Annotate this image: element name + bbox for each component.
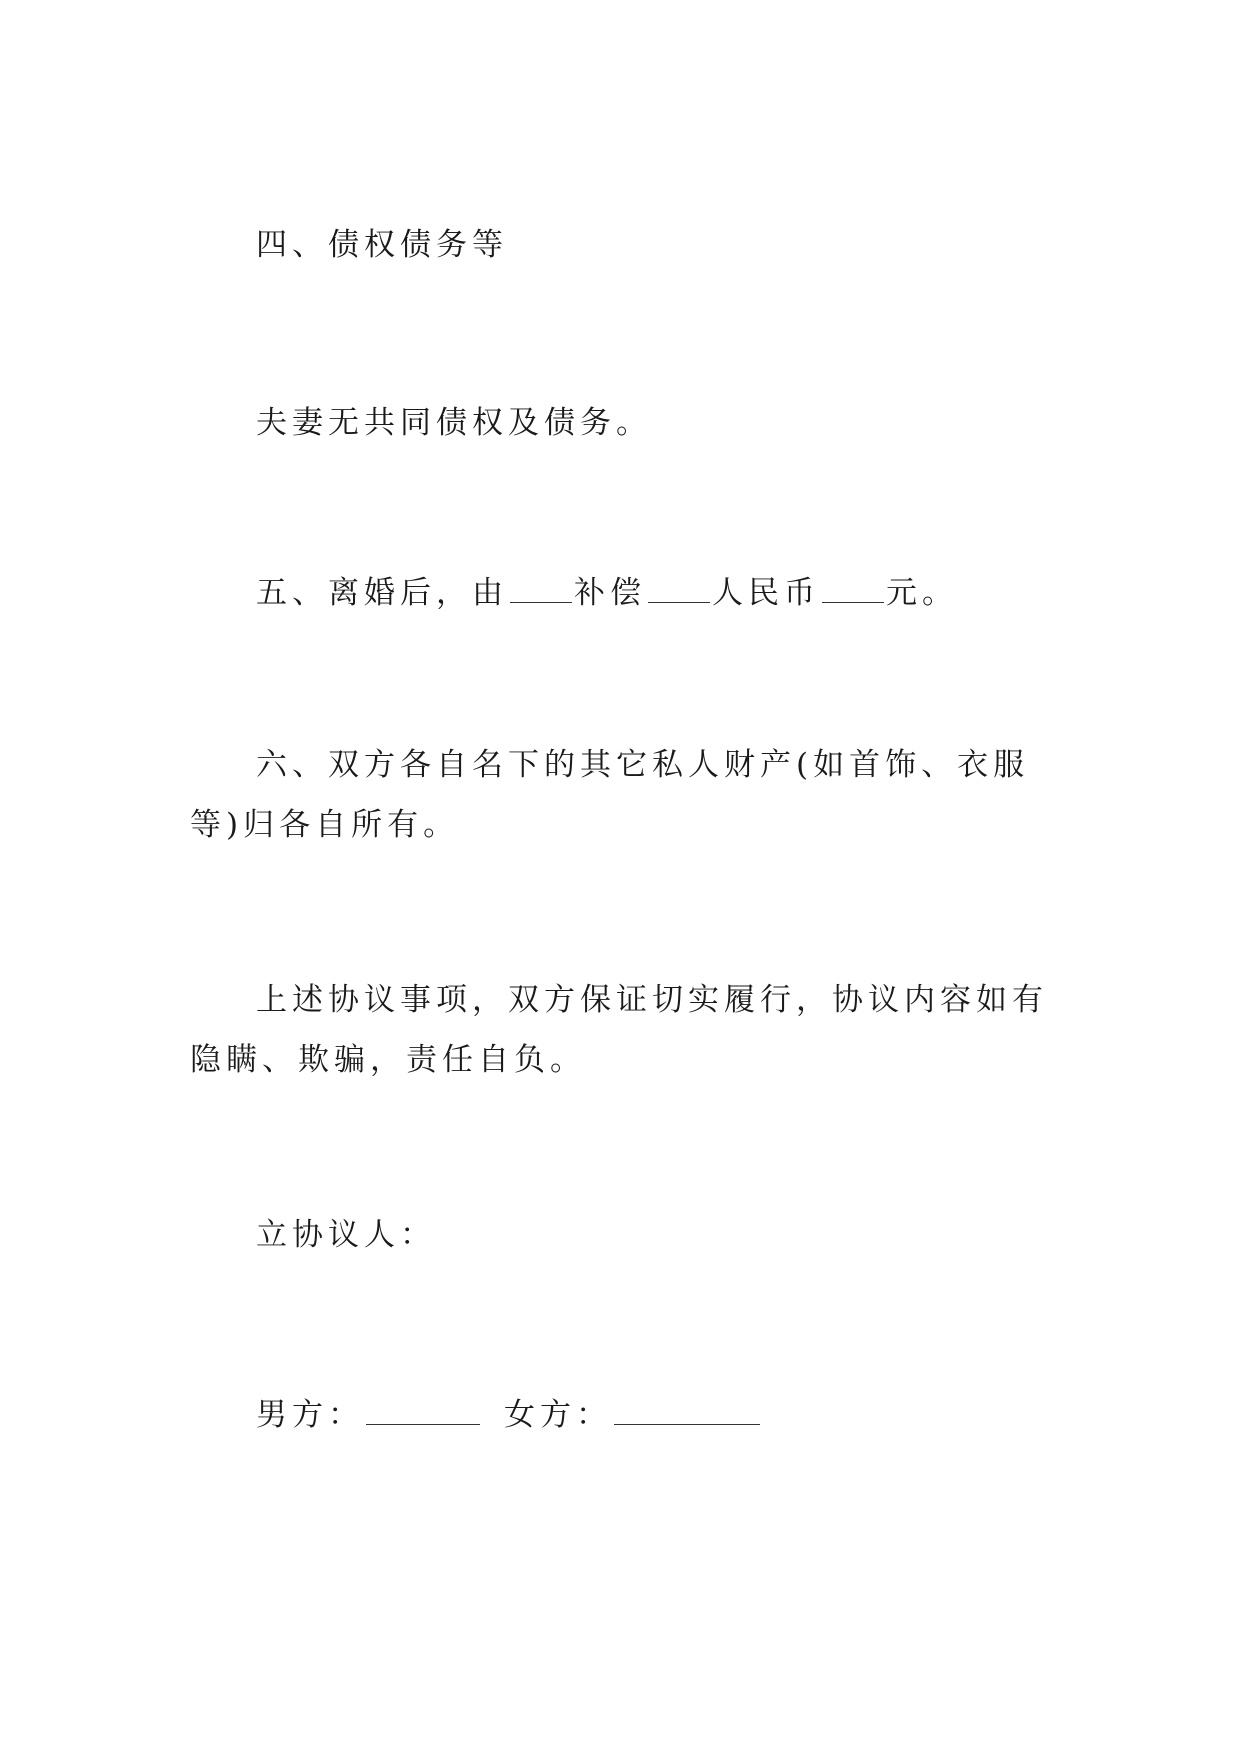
female-label: 女方： bbox=[504, 1397, 612, 1433]
section5-text-3: 人民币 bbox=[712, 575, 820, 611]
section5-paragraph bbox=[190, 563, 1070, 623]
signatories-label: 立协议人： bbox=[256, 1217, 436, 1253]
signature-row bbox=[256, 1385, 762, 1445]
section4-body: 夫妻无共同债权及债务。 bbox=[256, 405, 652, 441]
section4-heading: 四、债权债务等 bbox=[256, 227, 508, 263]
compensator-blank bbox=[510, 574, 572, 603]
recipient-blank bbox=[648, 574, 710, 603]
male-label: 男方： bbox=[256, 1397, 364, 1433]
amount-blank bbox=[822, 574, 884, 603]
section5-text-1: 五、离婚后，由 bbox=[256, 575, 508, 611]
closing-paragraph: 上述协议事项，双方保证切实履行，协议内容如有隐瞒、欺骗，责任自负。 bbox=[190, 982, 1048, 1078]
male-signature-blank bbox=[366, 1396, 480, 1425]
female-signature-blank bbox=[614, 1396, 760, 1425]
section6-paragraph: 六、双方各自名下的其它私人财产(如首饰、衣服等)归各自所有。 bbox=[190, 747, 1030, 843]
section5-text-4: 元。 bbox=[886, 575, 958, 611]
section5-text-2: 补偿 bbox=[574, 575, 646, 611]
